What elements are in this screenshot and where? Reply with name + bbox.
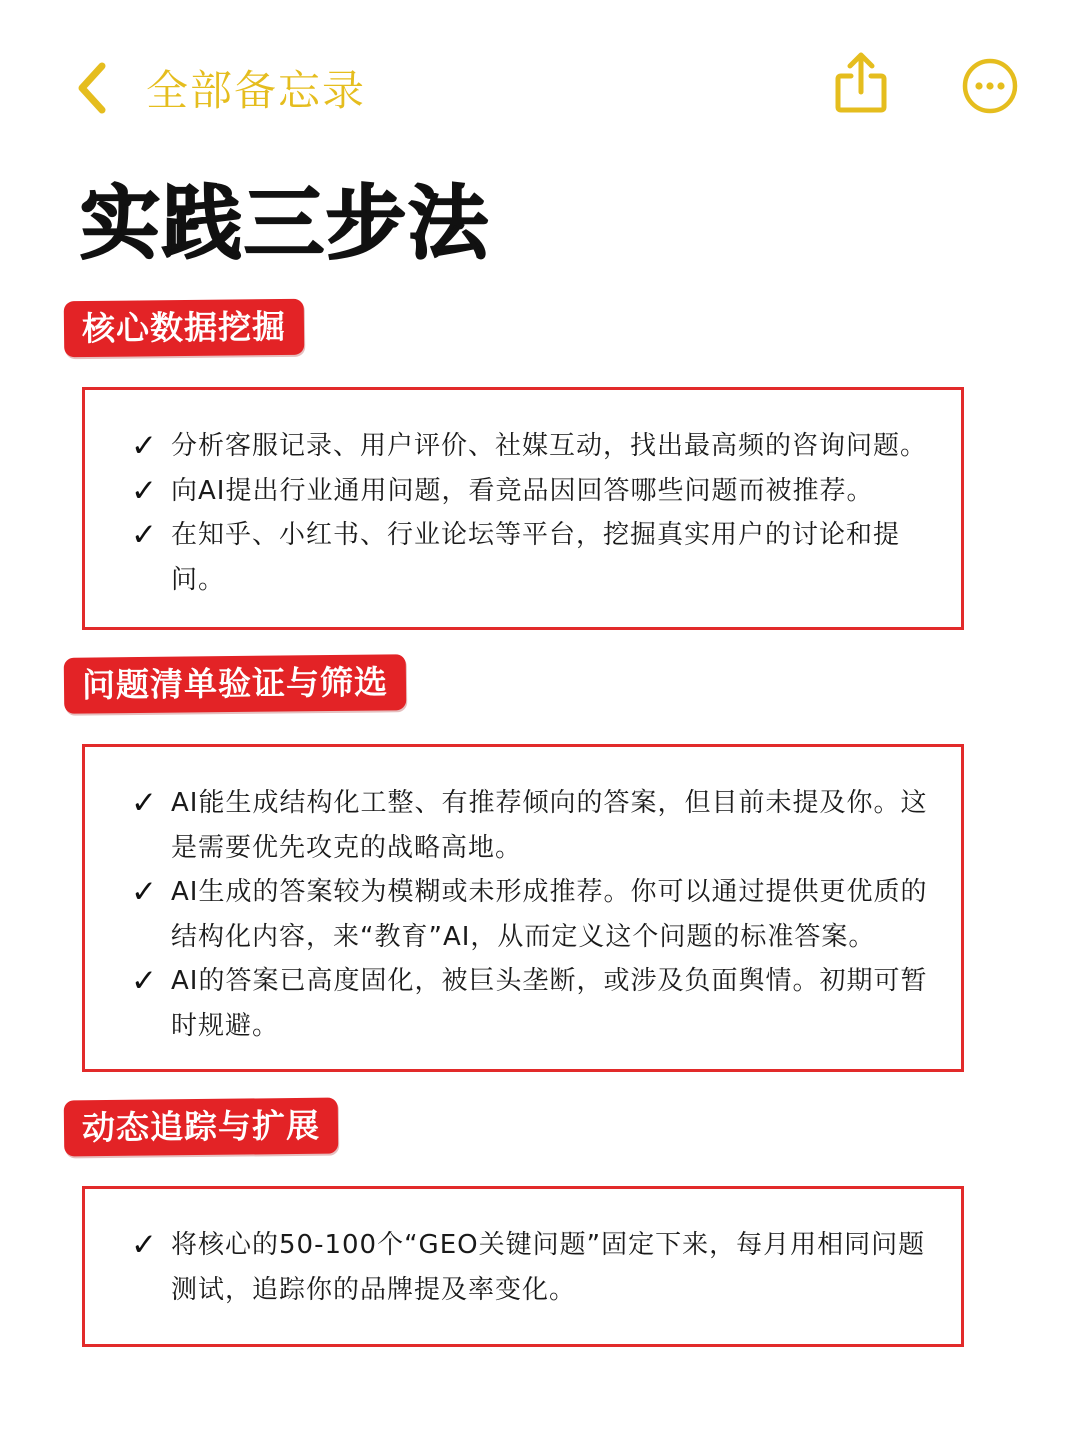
check-icon: ✓ bbox=[131, 472, 158, 509]
bullet-list bbox=[131, 424, 931, 602]
check-icon: ✓ bbox=[131, 1227, 158, 1263]
item-text: 在知乎、小红书、行业论坛等平台，挖掘真实用户的讨论和提问。 bbox=[171, 520, 901, 595]
list-item bbox=[131, 781, 931, 870]
list-item bbox=[131, 870, 931, 959]
item-text: AI生成的答案较为模糊或未形成推荐。你可以通过提供更优质的结构化内容，来“教育”AI，从而定义这个问题的标准答案。 bbox=[171, 877, 928, 952]
share-button[interactable] bbox=[832, 52, 890, 116]
section-heading-tracking: 动态追踪与扩展 bbox=[64, 1098, 339, 1157]
navigation-bar bbox=[0, 0, 1080, 170]
list-item bbox=[131, 424, 931, 469]
item-text: AI能生成结构化工整、有推荐倾向的答案，但目前未提及你。这是需要优先攻克的战略高地。 bbox=[171, 788, 928, 863]
chevron-left-icon bbox=[72, 60, 112, 116]
check-icon: ✓ bbox=[131, 963, 158, 999]
check-icon: ✓ bbox=[131, 785, 158, 821]
item-text: 将核心的50-100个“GEO关键问题”固定下来，每月用相同问题测试，追踪你的品牌提及率变化。 bbox=[171, 1230, 926, 1305]
list-item bbox=[131, 513, 931, 602]
section-card-data-mining bbox=[82, 387, 964, 630]
check-icon: ✓ bbox=[131, 517, 158, 553]
section-heading-validation: 问题清单验证与筛选 bbox=[64, 654, 407, 714]
check-icon: ✓ bbox=[131, 428, 158, 464]
item-text: AI的答案已高度固化，被巨头垄断，或涉及负面舆情。初期可暂时规避。 bbox=[171, 966, 928, 1041]
back-label: 全部备忘录 bbox=[146, 66, 367, 115]
list-item bbox=[131, 959, 931, 1048]
more-button[interactable] bbox=[960, 56, 1020, 116]
bullet-list bbox=[131, 1223, 931, 1312]
list-item bbox=[131, 469, 931, 514]
share-icon bbox=[832, 101, 890, 120]
section-heading-data-mining: 核心数据挖掘 bbox=[64, 299, 305, 358]
item-text: 分析客服记录、用户评价、社媒互动，找出最高频的咨询问题。 bbox=[171, 431, 928, 461]
check-icon: ✓ bbox=[131, 874, 158, 910]
back-button[interactable] bbox=[72, 56, 372, 120]
list-item bbox=[131, 1223, 931, 1312]
item-text: 向AI提出行业通用问题，看竞品因回答哪些问题而被推荐。 bbox=[171, 475, 874, 506]
section-card-validation bbox=[82, 744, 964, 1072]
ellipsis-circle-icon bbox=[960, 101, 1020, 120]
note-title: 实践三步法 bbox=[80, 177, 490, 270]
section-card-tracking bbox=[82, 1186, 964, 1347]
bullet-list bbox=[131, 781, 931, 1048]
